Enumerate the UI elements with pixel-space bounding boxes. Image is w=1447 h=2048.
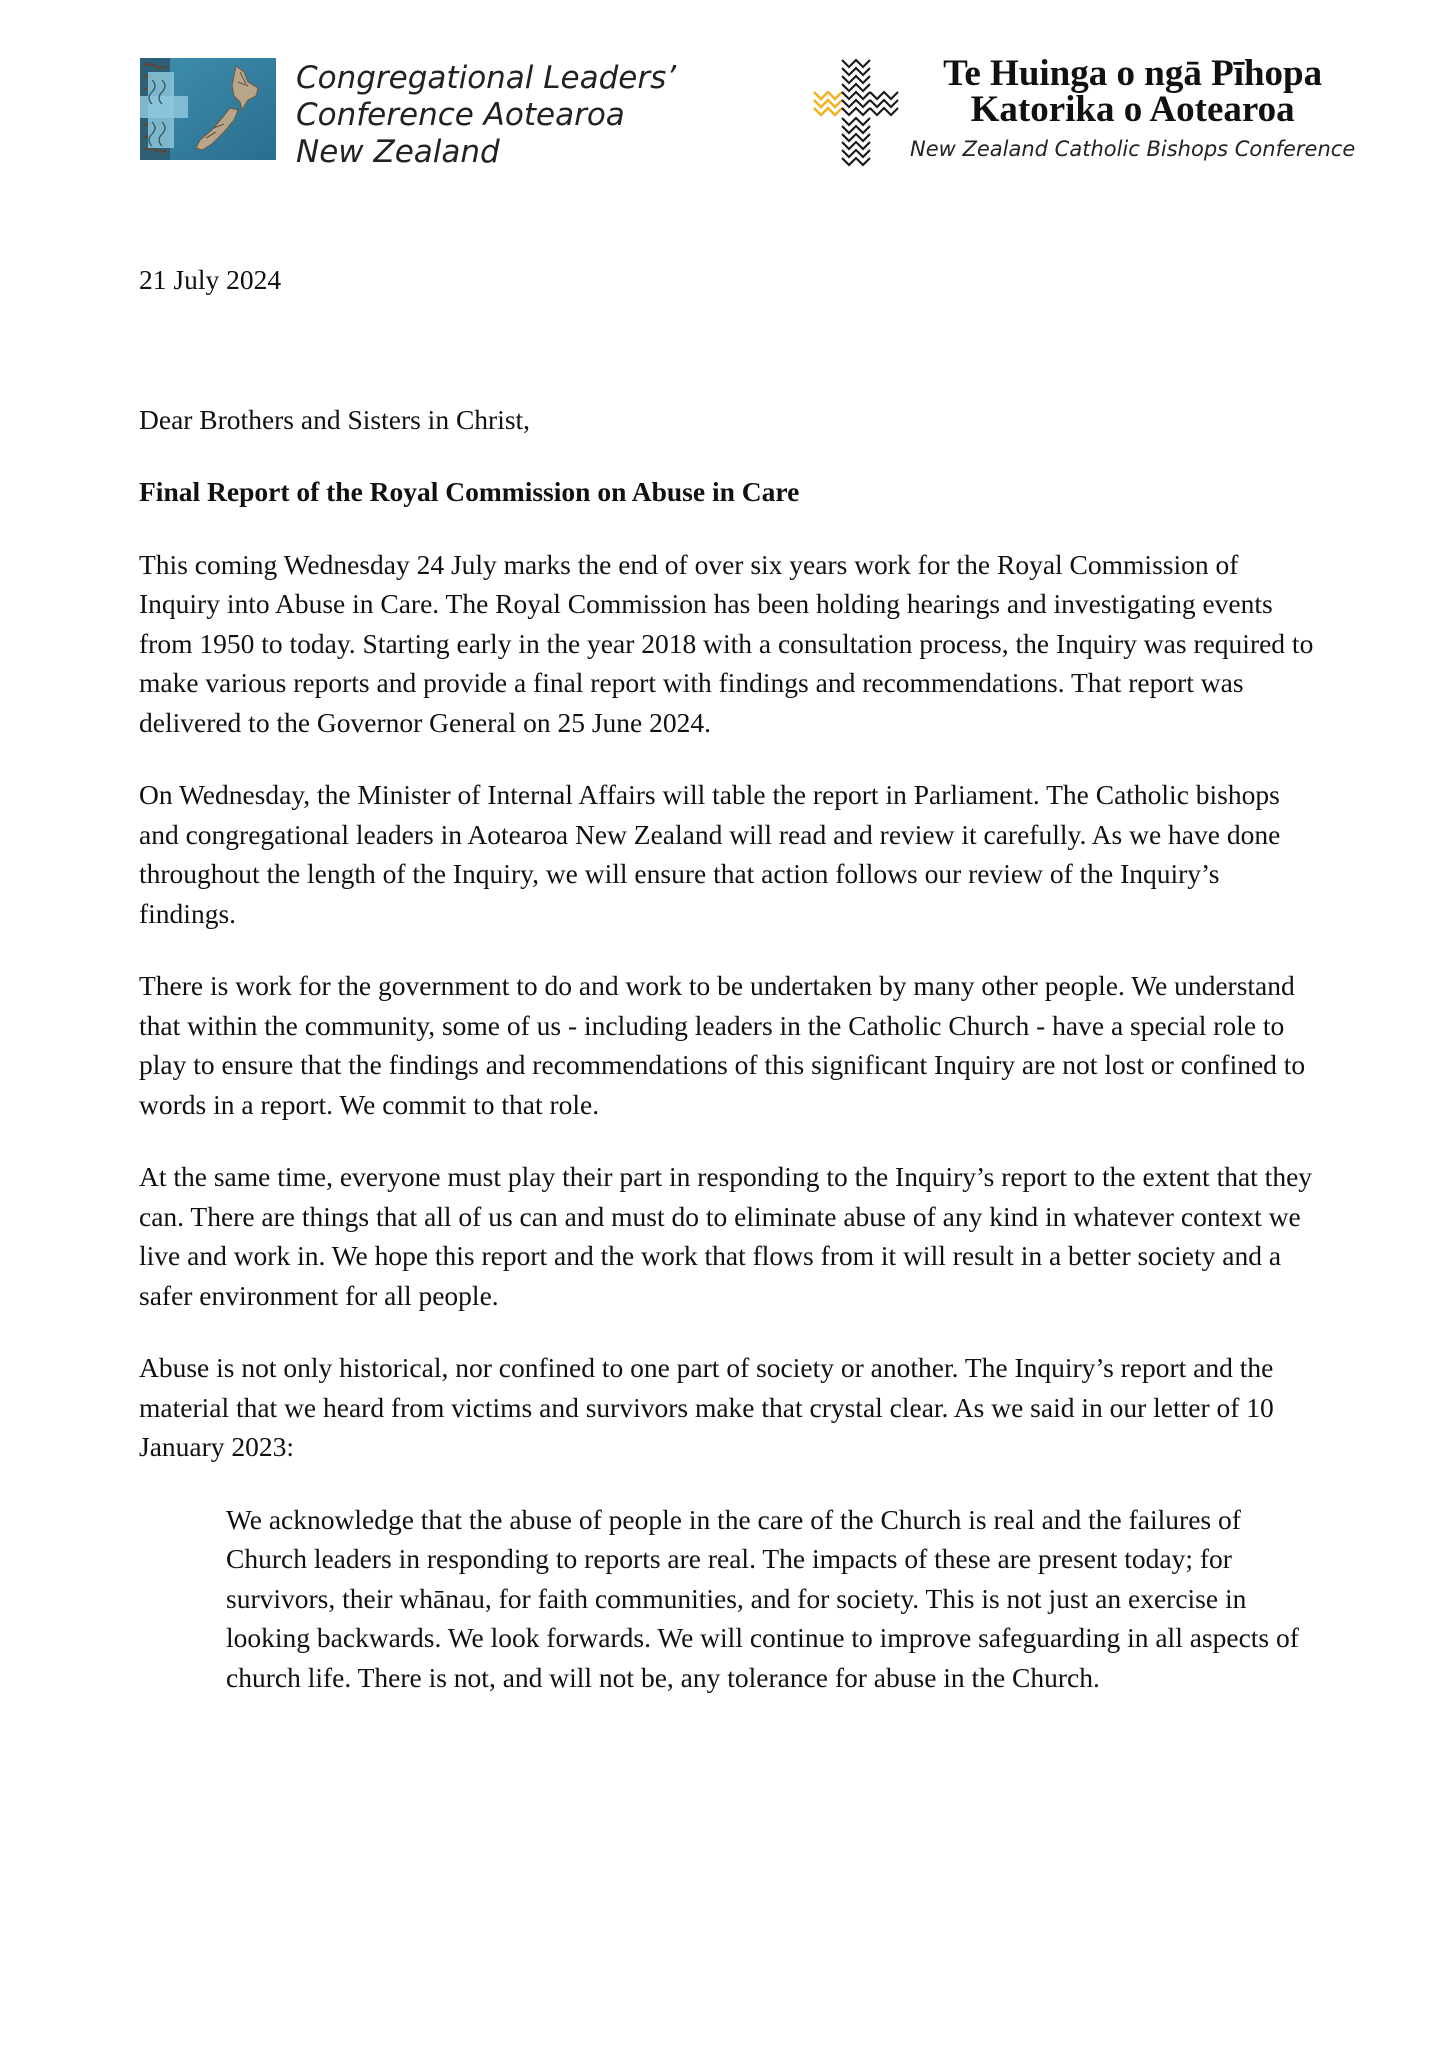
letter-paragraph: This coming Wednesday 24 July marks the end of over six years work for the Royal Commission of Inquiry into Abuse in Care. The Royal Commission has been holding hearings and investigating events from 1950 to today. Starting early in the year 2018 with a consultation process, the Inquiry was required to make various reports and provide a final report with findings and recommendations. That report was delivered to the Governor General on 25 June 2024. <box>139 548 1314 738</box>
nzcbc-maori-name <box>910 53 1355 130</box>
nzcbc-maori-line: Katorika o Aotearoa <box>970 89 1295 130</box>
letter-body <box>139 260 1319 1697</box>
letter-subject: Final Report of the Royal Commission on Abuse in Care <box>139 476 800 507</box>
letter-quote: We acknowledge that the abuse of people in the care of the Church is real and the failures of Church leaders in responding to reports are real. The impacts of these are present today; for survivors, their whānau, for faith communities, and for society. This is not just an exercise in looking backwards. We look forwards. We will continue to improve safeguarding in all aspects of church life. There is not, and will not be, any tolerance for abuse in the Church. <box>226 1503 1299 1693</box>
letter-paragraph: Abuse is not only historical, nor confined to one part of society or another. The Inquiry’s report and the material that we heard from victims and survivors make that crystal clear. As we said in our letter of 10 January 2023: <box>139 1352 1274 1462</box>
clc-letterhead <box>140 58 676 171</box>
woven-cross-logo <box>812 56 902 168</box>
nzcbc-letterhead <box>812 53 1356 168</box>
clc-name-line: Congregational Leaders’ <box>296 60 677 96</box>
letter-date: 21 July 2024 <box>139 264 282 295</box>
nzcbc-name <box>910 53 1356 162</box>
nzcbc-maori-line: Te Huinga o ngā Pīhopa <box>943 53 1323 94</box>
letter-paragraph: At the same time, everyone must play their part in responding to the Inquiry’s report to the extent that they can. There are things that all of us can and must do to eliminate abuse of any kind in whatever context we live and work in. We hope this report and the work that flows from it will result in a better society and a safer environment for all people. <box>139 1161 1313 1311</box>
clc-name <box>296 60 676 171</box>
letter-salutation: Dear Brothers and Sisters in Christ, <box>139 403 531 435</box>
clc-nz-map-cross-logo <box>140 58 276 160</box>
nzcbc-english-name: New Zealand Catholic Bishops Conference <box>910 137 1356 161</box>
clc-name-line: New Zealand <box>296 134 500 170</box>
clc-name-line: Conference Aotearoa <box>296 97 625 133</box>
letter-paragraph: There is work for the government to do and work to be undertaken by many other people. We understand that within the community, some of us - including leaders in the Catholic Church - have a special role to play to ensure that the findings and recommendations of this significant Inquiry are not lost or confined to words in a report. We commit to that role. <box>139 970 1306 1120</box>
letter-paragraph: On Wednesday, the Minister of Internal Affairs will table the report in Parliament. The Catholic bishops and congregational leaders in Aotearoa New Zealand will read and review it carefully. As we have done throughout the length of the Inquiry, we will ensure that action follows our review of the Inquiry’s findings. <box>139 779 1281 929</box>
